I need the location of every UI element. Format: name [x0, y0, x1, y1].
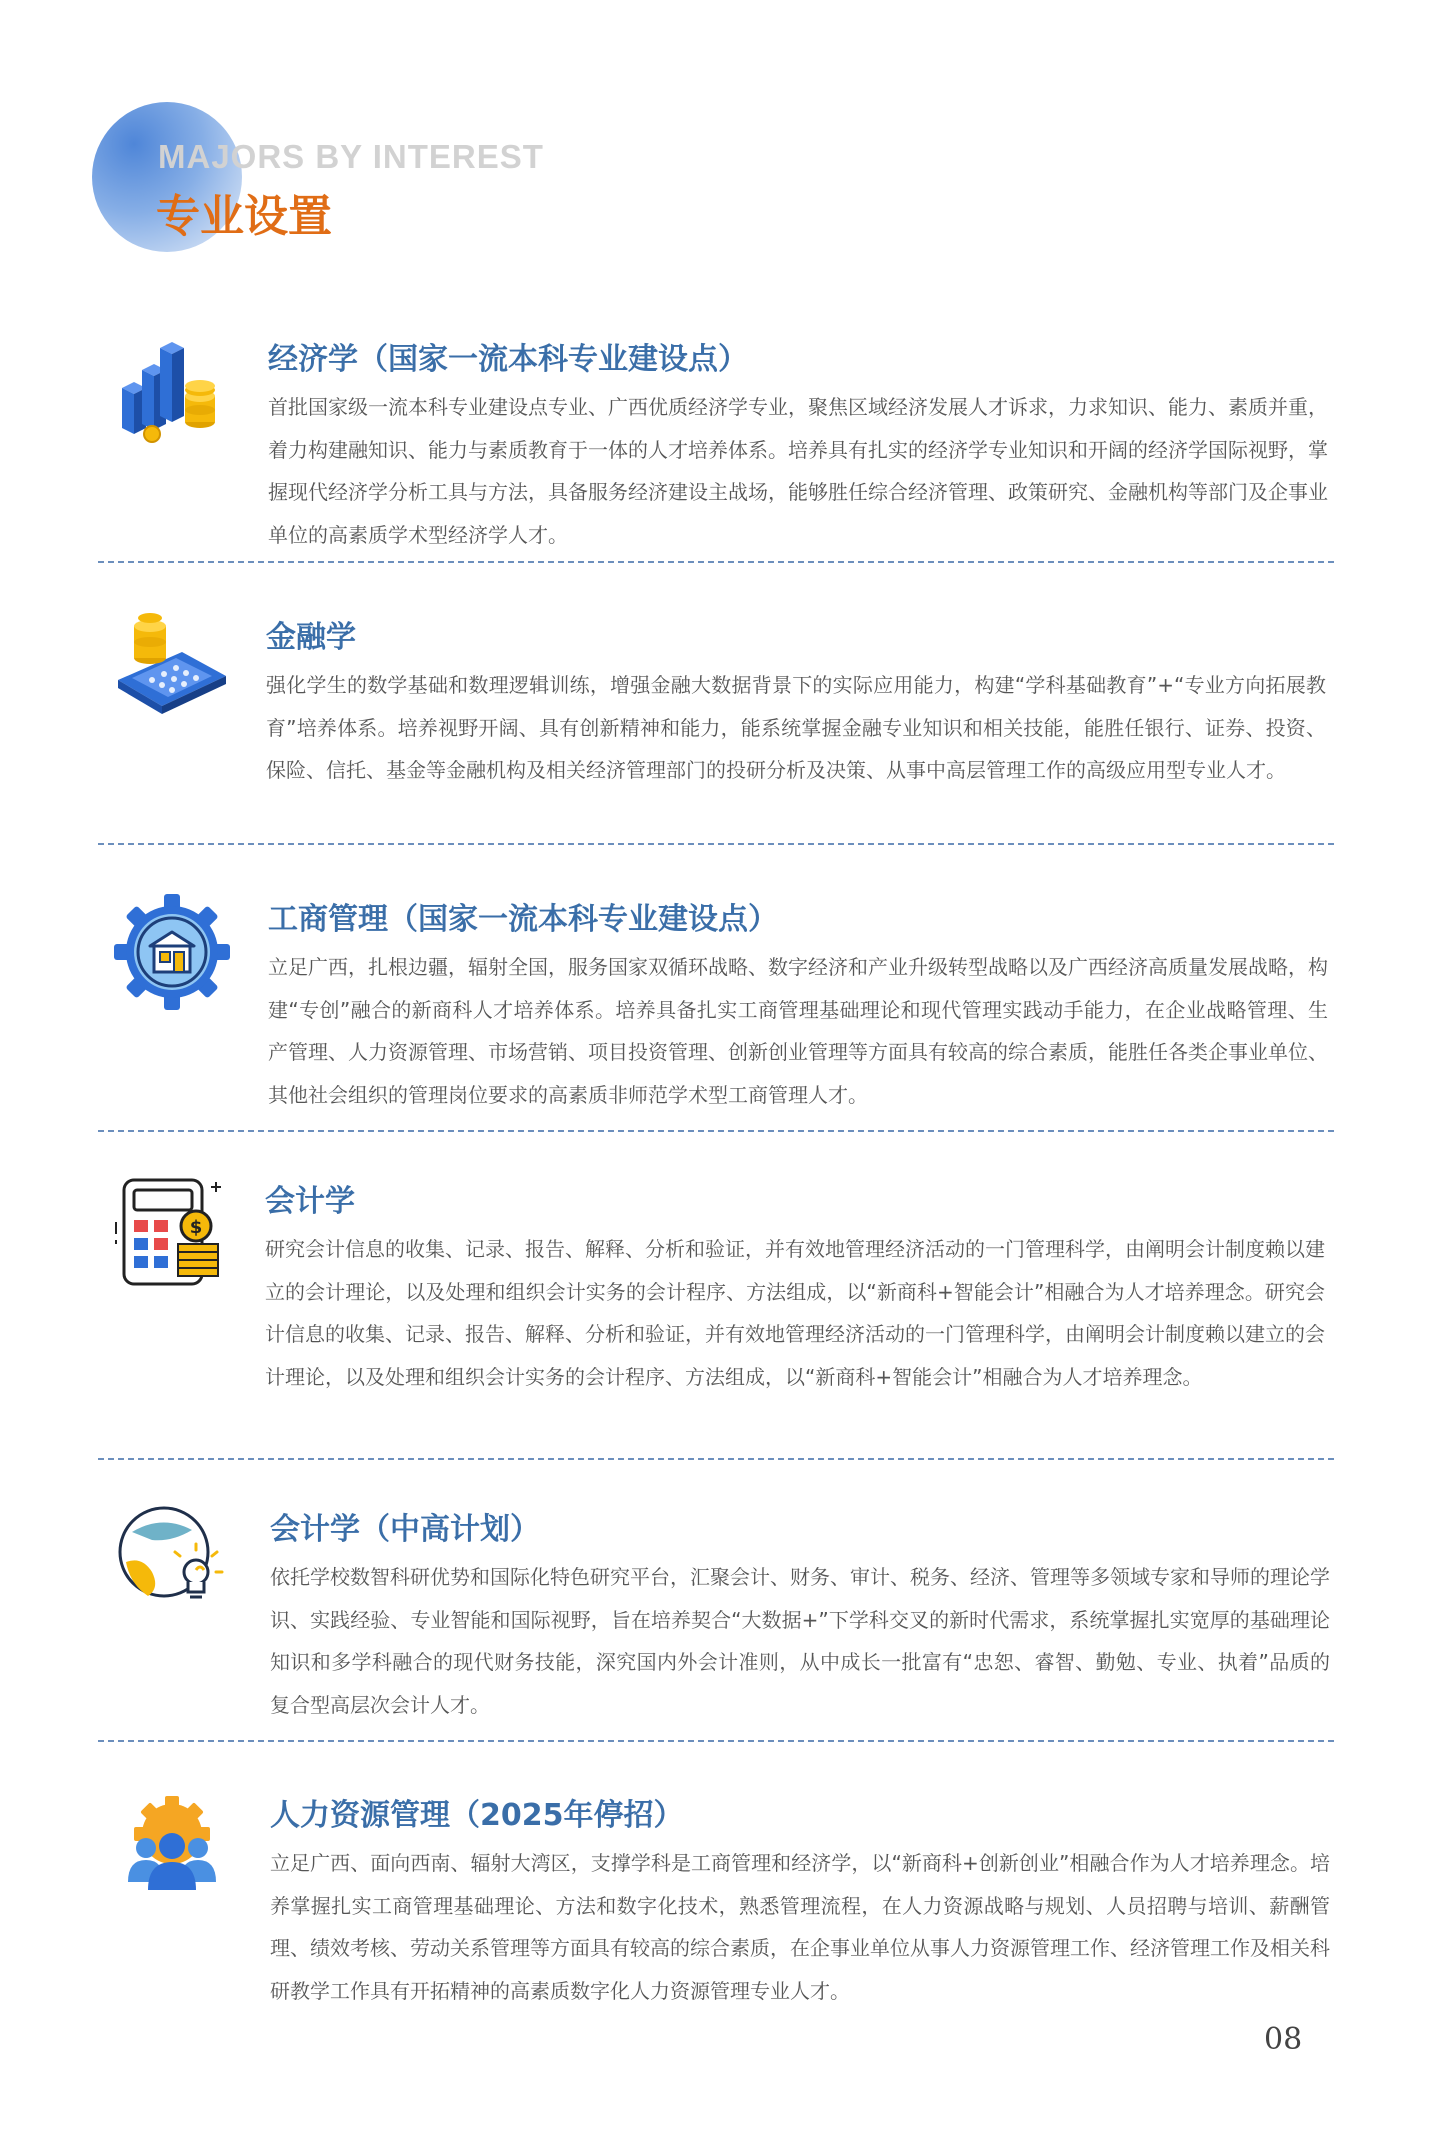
section-title: 经济学（国家一流本科专业建设点）	[268, 342, 748, 377]
section-title: 人力资源管理（2025年停招）	[270, 1798, 684, 1833]
section-divider	[98, 561, 1334, 563]
section-title: 工商管理（国家一流本科专业建设点）	[268, 902, 778, 937]
section-divider	[98, 1130, 1334, 1132]
section-divider	[98, 843, 1334, 845]
bar-chart-coins-icon	[112, 330, 232, 450]
svg-text:$: $	[189, 1217, 203, 1238]
section-description: 强化学生的数学基础和数理逻辑训练，增强金融大数据背景下的实际应用能力，构建“学科基础教育”+“专业方向拓展教育”培养体系。培养视野开阔、具有创新精神和能力，能系统掌握金融专业知识和相关技能，能胜任银行、证券、投资、保险、信托、基金等金融机构及相关经济管理部门的投研分析及决策、从事中高层管理工作的高级应用型专业人才。	[266, 673, 1326, 782]
idea-bulb-icon	[112, 1500, 232, 1620]
section-title: 金融学	[266, 620, 356, 655]
section-description: 立足广西，扎根边疆，辐射全国，服务国家双循环战略、数字经济和产业升级转型战略以及广西经济高质量发展战略，构建“专创”融合的新商科人才培养体系。培养具备扎实工商管理基础理论和现代管理实践动手能力，在企业战略管理、生产管理、人力资源管理、市场营销、项目投资管理、创新创业管理等方面具有较高的综合素质，能胜任各类企事业单位、其他社会组织的管理岗位要求的高素质非师范学术型工商管理人才。	[268, 955, 1328, 1107]
section-divider	[98, 1740, 1334, 1742]
section-description: 依托学校数智科研优势和国际化特色研究平台，汇聚会计、财务、审计、税务、经济、管理等多领域专家和导师的理论学识、实践经验、专业智能和国际视野，旨在培养契合“大数据+”下学科交叉的新时代需求，系统掌握扎实宽厚的基础理论知识和多学科融合的现代财务技能，深究国内外会计准则，从中成长一批富有“忠恕、睿智、勤勉、专业、执着”品质的复合型高层次会计人才。	[270, 1565, 1330, 1717]
gear-building-icon	[112, 890, 232, 1010]
section-description: 研究会计信息的收集、记录、报告、解释、分析和验证，并有效地管理经济活动的一门管理科学，由阐明会计制度赖以建立的会计理论，以及处理和组织会计实务的会计程序、方法组成，以“新商科+智能会计”相融合为人才培养理念。研究会计信息的收集、记录、报告、解释、分析和验证，并有效地管理经济活动的一门管理科学，由阐明会计制度赖以建立的会计理论，以及处理和组织会计实务的会计程序、方法组成，以“新商科+智能会计”相融合为人才培养理念。	[265, 1237, 1325, 1389]
section-title: 会计学	[265, 1184, 355, 1219]
page-title: 专业设置	[156, 191, 332, 242]
section-title: 会计学（中高计划）	[270, 1512, 540, 1547]
header-kicker: MAJORS BY INTEREST	[158, 138, 544, 175]
calculator-dollar-icon	[112, 1172, 232, 1292]
calculator-coins-icon	[112, 608, 232, 728]
section-description: 立足广西、面向西南、辐射大湾区，支撑学科是工商管理和经济学，以“新商科+创新创业”相融合作为人才培养理念。培养掌握扎实工商管理基础理论、方法和数字化技术，熟悉管理流程，在人力资源战略与规划、人员招聘与培训、薪酬管理、绩效考核、劳动关系管理等方面具有较高的综合素质，在企事业单位从事人力资源管理工作、经济管理工作及相关科研教学工作具有开拓精神的高素质数字化人力资源管理专业人才。	[270, 1851, 1330, 2003]
section-description: 首批国家级一流本科专业建设点专业、广西优质经济学专业，聚焦区域经济发展人才诉求，力求知识、能力、素质并重，着力构建融知识、能力与素质教育于一体的人才培养体系。培养具有扎实的经济学专业知识和开阔的经济学国际视野，掌握现代经济学分析工具与方法，具备服务经济建设主战场，能够胜任综合经济管理、政策研究、金融机构等部门及企事业单位的高素质学术型经济学人才。	[268, 395, 1328, 547]
page-number: 08	[1264, 2022, 1303, 2057]
section-divider	[98, 1458, 1334, 1460]
team-gear-icon	[112, 1786, 232, 1906]
